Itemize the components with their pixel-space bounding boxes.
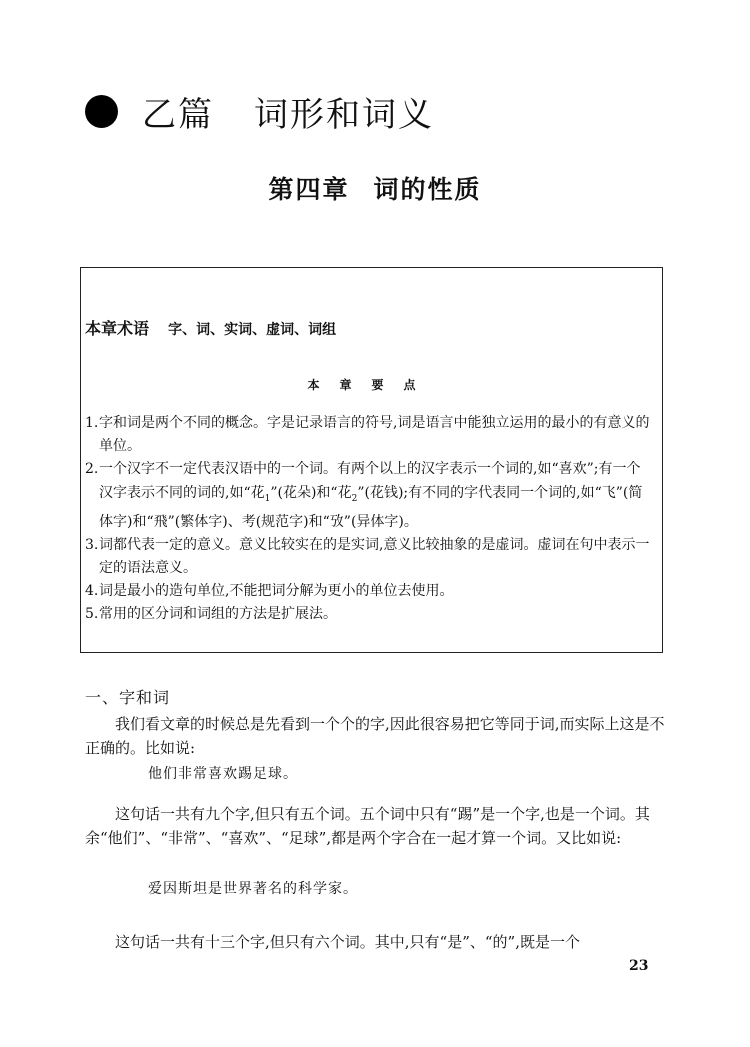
keypoint-text: 词都代表一定的意义。意义比较实在的是实词,意义比较抽象的是虚词。虚词在句中表示一定的语法意义。 xyxy=(99,536,650,577)
keypoint-text: 常用的区分词和词组的方法是扩展法。 xyxy=(99,606,337,623)
keypoint-number: 1. xyxy=(85,415,99,431)
body-paragraph: 这句话一共有十三个字,但只有六个词。其中,只有“是”、“的”,既是一个 xyxy=(115,933,580,951)
keypoint-item xyxy=(85,458,654,533)
keypoints-title: 本章要点 xyxy=(307,378,436,392)
keypoint-item xyxy=(85,580,654,603)
example-sentence: 爱因斯坦是世界著名的科学家。 xyxy=(148,881,358,897)
chapter-name: 词的性质 xyxy=(373,175,482,204)
keypoint-item xyxy=(85,534,654,580)
example-sentence: 他们非常喜欢踢足球。 xyxy=(148,766,298,782)
keypoint-item xyxy=(85,603,654,626)
chapter-summary-box xyxy=(80,267,663,653)
body-paragraph: 我们看文章的时候总是先看到一个个的字,因此很容易把它等同于词,而实际上这是不正确的。比如说: xyxy=(85,715,665,757)
chapter-title xyxy=(0,170,750,206)
keypoint-text: 一个汉字不一定代表汉语中的一个词。有两个以上的汉字表示一个词的,如“喜欢”;有一个汉字表示不同的词的,如“花$_1$”(花朵)和“花$_2$”(花钱);有不同的字代表同一个词的,如“飞”(简体字)和“飛”(繁体字)、考(规范字)和“攷”(异体字)。 xyxy=(99,461,643,530)
keypoint-number: 4. xyxy=(85,583,99,600)
terms-label: 本章术语 xyxy=(85,319,150,338)
keypoint-text: 字和词是两个不同的概念。字是记录语言的符号,词是语言中能独立运用的最小的有意义的单位。 xyxy=(99,415,650,455)
keypoint-text: 词是最小的造句单位,不能把词分解为更小的单位去使用。 xyxy=(99,583,454,600)
chapter-label: 第四章 xyxy=(268,175,350,204)
part-title xyxy=(85,86,434,136)
part-name: 词形和词义 xyxy=(254,94,434,135)
body-paragraph: 这句话一共有九个字,但只有五个词。五个词中只有“踢”是一个字,也是一个词。其余“他们”、“非常”、“喜欢”、“足球”,都是两个字合在一起才算一个词。又比如说: xyxy=(85,805,650,847)
keypoint-item xyxy=(85,412,654,458)
keypoint-number: 2. xyxy=(85,461,99,478)
keypoints-list xyxy=(85,412,654,627)
keypoint-number: 5. xyxy=(85,606,99,623)
terms-list: 字、词、实词、虚词、词组 xyxy=(168,322,337,338)
bullet-icon xyxy=(85,95,118,128)
keypoint-number: 3. xyxy=(85,536,99,553)
chapter-terms xyxy=(85,316,336,339)
page-number: 23 xyxy=(629,958,649,974)
part-label: 乙篇 xyxy=(142,94,214,135)
section-heading: 一、字和词 xyxy=(85,688,171,707)
